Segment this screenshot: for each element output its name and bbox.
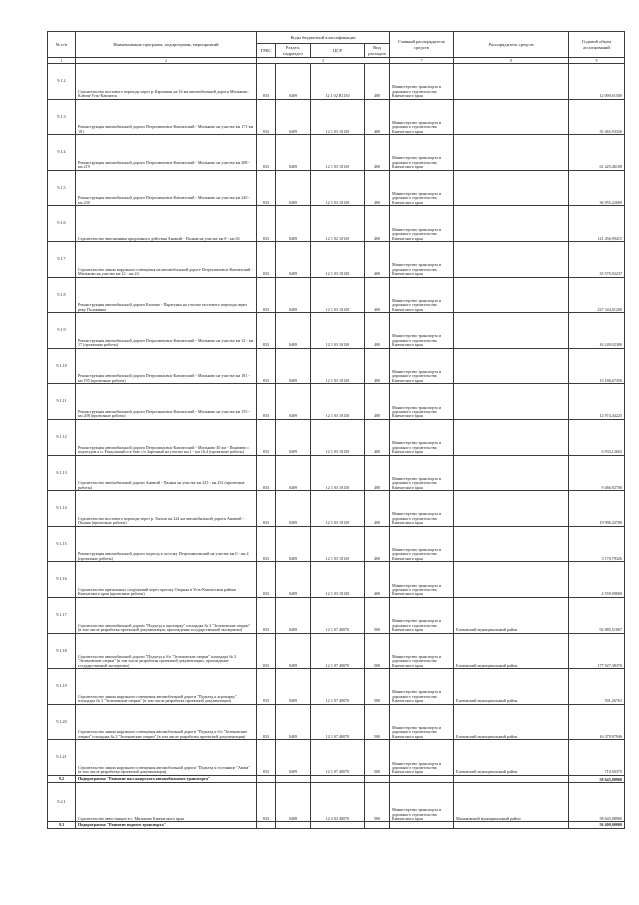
table-row — [48, 135, 625, 171]
row-razdel: 0409 — [276, 669, 311, 705]
row-title: Строительство линии наружного освещения на автомобильной дороге Петропавловск-Камчатский - Мильково на участке км 12 - км 24 — [76, 241, 257, 277]
row-recipient — [454, 348, 569, 384]
row-number: 9.1.20 — [48, 704, 76, 740]
table-row — [48, 348, 625, 384]
row-grbs: 833 — [257, 783, 276, 822]
row-main-admin: Министерство транспорта и дорожного строительства Камчатского края — [390, 669, 454, 705]
budget-table-page — [47, 31, 624, 829]
subprogram-title: Подпрограмма "Развитие пассажирского автомобильного транспорта" — [76, 775, 257, 783]
row-grbs: 833 — [257, 491, 276, 527]
header-name: Наименование программ, подпрограмм, мероприятий — [76, 32, 257, 58]
subprogram-title: Подпрограмма "Развитие водного транспорта" — [76, 822, 257, 829]
row-number: 9.1.8 — [48, 277, 76, 313]
table-row — [48, 170, 625, 206]
table-row — [48, 206, 625, 242]
header-grbs: ГРБС — [257, 44, 276, 58]
col-index: 3 — [257, 58, 390, 64]
row-grbs: 833 — [257, 455, 276, 491]
row-main-admin: Министерство транспорта и дорожного строительства Камчатского края — [390, 455, 454, 491]
table-header — [48, 32, 625, 64]
row-amount: 16 379,97946 — [569, 704, 625, 740]
header-amount: Годовой объем ассигнований — [569, 32, 625, 58]
budget-table — [47, 31, 625, 829]
row-title: Строительство автомобильной дороги "Подъезд к б/о "Зеленовские озерки" площадка № 3 "Зеленовские озерки" (в том числе разработка проектной документации, прохождение государственной экспертизы) — [76, 633, 257, 669]
table-tail — [48, 775, 625, 829]
row-recipient: Елизовский муниципальный район — [454, 669, 569, 705]
row-csr: 12 1 07 40070 — [311, 704, 365, 740]
row-title: Строительство автомобильной дороги "Подъезд к агропарку" площадка № 3 "Зеленовские озерки" (в том числе разработка проектной документации, прохождение государственной экспертизы) — [76, 597, 257, 633]
header-csr: ЦСР — [311, 44, 365, 58]
row-title: Строительство мостового перехода через р. Тигиль на 224 км автомобильной дороги Анавгай - Палана (проектные работы) — [76, 491, 257, 527]
row-vid: 500 — [365, 740, 390, 776]
row-razdel: 0409 — [276, 419, 311, 455]
row-recipient — [454, 206, 569, 242]
row-razdel: 0409 — [276, 206, 311, 242]
header-main-admin: Главный распорядитель средств — [390, 32, 454, 58]
row-csr: 12 1 07 40070 — [311, 669, 365, 705]
row-amount: 177 927,38370 — [569, 633, 625, 669]
row-csr: 12 1 02 В1150 — [311, 64, 365, 100]
table-row — [48, 384, 625, 420]
table-row — [48, 419, 625, 455]
row-grbs: 833 — [257, 633, 276, 669]
row-csr: 12 1 03 10130 — [311, 313, 365, 349]
row-grbs: 833 — [257, 419, 276, 455]
row-grbs: 833 — [257, 313, 276, 349]
col-index: 1 — [48, 58, 76, 64]
table-row — [48, 64, 625, 100]
table-row — [48, 633, 625, 669]
row-number: 9.1.10 — [48, 348, 76, 384]
row-csr: 12 1 07 40070 — [311, 633, 365, 669]
row-recipient — [454, 419, 569, 455]
table-row — [48, 669, 625, 705]
row-main-admin: Министерство транспорта и дорожного строительства Камчатского края — [390, 740, 454, 776]
row-main-admin: Министерство транспорта и дорожного строительства Камчатского края — [390, 384, 454, 420]
row-recipient — [454, 64, 569, 100]
row-razdel: 0409 — [276, 740, 311, 776]
col-index: 2 — [76, 58, 257, 64]
table-row — [48, 704, 625, 740]
row-main-admin: Министерство транспорта и дорожного строительства Камчатского края — [390, 491, 454, 527]
table-row — [48, 277, 625, 313]
row-title: Строительство мостового перехода через р. Карташик на 16 км автомобильной дороги Мильково-Ключи-Усть-Камчатск — [76, 64, 257, 100]
col-index: 9 — [569, 58, 625, 64]
row-main-admin: Министерство транспорта и дорожного строительства Камчатского края — [390, 277, 454, 313]
row-csr: 12 1 03 10130 — [311, 384, 365, 420]
row-grbs: 833 — [257, 348, 276, 384]
row-amount: 227 344,01200 — [569, 277, 625, 313]
row-main-admin: Министерство транспорта и дорожного строительства Камчатского края — [390, 99, 454, 135]
row-vid: 500 — [365, 597, 390, 633]
row-razdel: 0409 — [276, 241, 311, 277]
row-recipient — [454, 562, 569, 598]
row-razdel: 0409 — [276, 597, 311, 633]
row-vid: 400 — [365, 562, 390, 598]
row-amount: 19 996,43700 — [569, 491, 625, 527]
row-vid: 500 — [365, 633, 390, 669]
row-csr: 12 1 03 10130 — [311, 99, 365, 135]
row-razdel: 0409 — [276, 562, 311, 598]
row-csr: 12 1 03 10130 — [311, 277, 365, 313]
row-vid: 400 — [365, 419, 390, 455]
header-num: № п/п — [48, 32, 76, 58]
row-amount: 12 000,61500 — [569, 64, 625, 100]
row-title: Реконструкция автомобильной дороги Петропавловск-Камчатский - Мильково на участке км 12 - км 17 (проектные работы) — [76, 313, 257, 349]
table-row — [48, 526, 625, 562]
row-number: 9.1.2 — [48, 64, 76, 100]
row-amount: 4 559,09000 — [569, 562, 625, 598]
row-vid: 400 — [365, 491, 390, 527]
row-grbs: 833 — [257, 597, 276, 633]
row-vid: 400 — [365, 313, 390, 349]
row-vid: 400 — [365, 99, 390, 135]
row-razdel: 0409 — [276, 277, 311, 313]
row-recipient: Елизовский муниципальный район — [454, 704, 569, 740]
row-number: 9.1.16 — [48, 562, 76, 598]
row-grbs: 833 — [257, 562, 276, 598]
row-main-admin: Министерство транспорта и дорожного строительства Камчатского края — [390, 64, 454, 100]
row-number: 9.1.9 — [48, 313, 76, 349]
row-amount: 92 885,51067 — [569, 597, 625, 633]
row-main-admin: Министерство транспорта и дорожного строительства Камчатского края — [390, 526, 454, 562]
row-csr: 12 1 03 10130 — [311, 491, 365, 527]
row-razdel: 0409 — [276, 491, 311, 527]
row-title: Строительство линии наружного освещения автомобильной дороги "Подъезд к б/о "Зеленовские озерки" площадка № 3 "Зеленовские озерки" (в том числе разработка проектной документации) — [76, 704, 257, 740]
subprogram-amount: 56 400,00000 — [569, 822, 625, 829]
row-main-admin: Министерство транспорта и дорожного строительства Камчатского края — [390, 348, 454, 384]
table-row — [48, 455, 625, 491]
row-vid: 400 — [365, 526, 390, 562]
row-recipient — [454, 455, 569, 491]
row-main-admin: Министерство транспорта и дорожного строительства Камчатского края — [390, 597, 454, 633]
table-row — [48, 491, 625, 527]
row-vid: 500 — [365, 704, 390, 740]
row-recipient: Елизовский муниципальный район — [454, 740, 569, 776]
row-grbs: 833 — [257, 170, 276, 206]
row-razdel: 0409 — [276, 348, 311, 384]
row-recipient — [454, 526, 569, 562]
row-recipient — [454, 170, 569, 206]
row-amount: 16 249,92300 — [569, 313, 625, 349]
row-vid: 400 — [365, 277, 390, 313]
row-razdel: 0409 — [276, 633, 311, 669]
row-title: Строительство линии наружного освещения автомобильной дороги "Подъезд к гостинице "Авача" (в том числе разработка проектной документации) — [76, 740, 257, 776]
row-amount: 58 645,08900 — [569, 783, 625, 822]
row-grbs: 833 — [257, 206, 276, 242]
row-title: Строительство причальных сооружений через протоку Озерная в Усть-Камчатском районе Камчатского края (проектные работы) — [76, 562, 257, 598]
row-grbs: 833 — [257, 241, 276, 277]
subprogram-number: 9.3 — [48, 822, 76, 829]
table-row — [48, 783, 625, 822]
row-amount: 9 466,92700 — [569, 455, 625, 491]
table-row — [48, 241, 625, 277]
row-razdel: 0409 — [276, 64, 311, 100]
header-codes-group: Коды бюджетной классификации — [257, 32, 390, 44]
row-recipient: Елизовский муниципальный район — [454, 597, 569, 633]
row-grbs: 833 — [257, 99, 276, 135]
row-main-admin: Министерство транспорта и дорожного строительства Камчатского края — [390, 135, 454, 171]
row-recipient: Елизовский муниципальный район — [454, 633, 569, 669]
row-main-admin: Министерство транспорта и дорожного строительства Камчатского края — [390, 241, 454, 277]
table-body — [48, 64, 625, 776]
row-razdel: 0409 — [276, 170, 311, 206]
header-recipient: Распорядитель средств — [454, 32, 569, 58]
row-csr: 12 1 03 10130 — [311, 455, 365, 491]
row-number: 9.1.14 — [48, 491, 76, 527]
row-grbs: 833 — [257, 64, 276, 100]
row-main-admin: Министерство транспорта и дорожного строительства Камчатского края — [390, 633, 454, 669]
row-csr: 12 1 03 10130 — [311, 135, 365, 171]
row-amount: 13 186,67350 — [569, 348, 625, 384]
row-amount: 710,50375 — [569, 740, 625, 776]
row-main-admin: Министерство транспорта и дорожного строительства Камчатского края — [390, 783, 454, 822]
col-index: 7 — [390, 58, 454, 64]
row-csr: 12 1 03 10130 — [311, 170, 365, 206]
row-vid: 400 — [365, 135, 390, 171]
row-grbs: 833 — [257, 526, 276, 562]
row-main-admin: Министерство транспорта и дорожного строительства Камчатского края — [390, 419, 454, 455]
row-recipient — [454, 384, 569, 420]
row-number: 9.1.21 — [48, 740, 76, 776]
row-title: Реконструкция автомобильной дороги Петропавловск-Камчатский - Мильково на участке км 171-км 181 — [76, 99, 257, 135]
row-main-admin: Министерство транспорта и дорожного строительства Камчатского края — [390, 562, 454, 598]
row-csr: 12 1 03 10130 — [311, 419, 365, 455]
row-razdel: 0409 — [276, 526, 311, 562]
row-number: 9.1.11 — [48, 384, 76, 420]
row-csr: 12 1 03 10130 — [311, 562, 365, 598]
subprogram-amount: 58 645,08900 — [569, 775, 625, 783]
row-vid: 400 — [365, 384, 390, 420]
row-vid: 500 — [365, 783, 390, 822]
row-title: Реконструкция автомобильной дороги Елизово - Паратунка на участке мостового перехода через реку Половинка — [76, 277, 257, 313]
header-razdel: Раздел, подраздел — [276, 44, 311, 58]
row-vid: 400 — [365, 241, 390, 277]
row-vid: 400 — [365, 455, 390, 491]
row-razdel: 0409 — [276, 704, 311, 740]
row-csr: 12 2 03 40070 — [311, 783, 365, 822]
row-main-admin: Министерство транспорта и дорожного строительства Камчатского края — [390, 206, 454, 242]
header-vid: Вид расходов — [365, 44, 390, 58]
row-title: Реконструкция автомобильной дороги Петропавловск-Камчатский - Мильково на участке км 220 - км 230 — [76, 170, 257, 206]
row-csr: 12 1 03 10130 — [311, 526, 365, 562]
row-main-admin: Министерство транспорта и дорожного строительства Камчатского края — [390, 170, 454, 206]
row-razdel: 0409 — [276, 313, 311, 349]
col-index: 8 — [454, 58, 569, 64]
row-grbs: 833 — [257, 669, 276, 705]
row-number: 9.1.17 — [48, 597, 76, 633]
row-title: Строительство автостанции в с. Мильково Камчатского края — [76, 783, 257, 822]
row-amount: 61 425,46108 — [569, 135, 625, 171]
row-recipient — [454, 277, 569, 313]
row-title: Реконструкция автомобильной дороги Петропавловск-Камчатский - Мильково на участке км 208 - км 219 — [76, 135, 257, 171]
row-recipient — [454, 99, 569, 135]
row-title: Строительство линии наружного освещения автомобильной дороги "Подъезд к агропарку" площадка № 3 "Зеленовские озерки" (в том числе разработка проектной документации) — [76, 669, 257, 705]
row-number: 9.1.5 — [48, 170, 76, 206]
row-csr: 12 1 07 40070 — [311, 740, 365, 776]
row-csr: 12 1 07 40070 — [311, 597, 365, 633]
row-number: 9.1.6 — [48, 206, 76, 242]
row-number: 9.1.3 — [48, 99, 76, 135]
row-razdel: 0409 — [276, 384, 311, 420]
row-razdel: 0409 — [276, 135, 311, 171]
row-grbs: 833 — [257, 704, 276, 740]
row-razdel: 0409 — [276, 455, 311, 491]
row-recipient: Мильковский муниципальный район — [454, 783, 569, 822]
row-recipient — [454, 313, 569, 349]
row-amount: 36 955,22609 — [569, 170, 625, 206]
row-number: 9.1.13 — [48, 455, 76, 491]
table-row — [48, 562, 625, 598]
row-csr: 12 1 03 10130 — [311, 348, 365, 384]
row-vid: 400 — [365, 348, 390, 384]
row-recipient — [454, 135, 569, 171]
row-title: Реконструкция автомобильной дороги Петропавловск-Камчатский - Мильково на участке км 155 - км 208 (проектные работы) — [76, 384, 257, 420]
row-grbs: 833 — [257, 277, 276, 313]
row-main-admin: Министерство транспорта и дорожного строительства Камчатского края — [390, 704, 454, 740]
row-vid: 500 — [365, 669, 390, 705]
subprogram-row — [48, 822, 625, 829]
row-title: Строительство автозимника продленного действия Анавгай - Палана на участке км 0 - км 36 — [76, 206, 257, 242]
row-recipient — [454, 491, 569, 527]
row-title: Реконструкция автомобильной дороги подъезд к поселку Петропавловский на участке км 0 - км 4 (проектные работы) — [76, 526, 257, 562]
row-razdel: 0409 — [276, 99, 311, 135]
row-number: 9.2.1 — [48, 783, 76, 822]
row-amount: 3 170,79326 — [569, 526, 625, 562]
row-main-admin: Министерство транспорта и дорожного строительства Камчатского края — [390, 313, 454, 349]
row-number: 9.1.19 — [48, 669, 76, 705]
row-number: 9.1.18 — [48, 633, 76, 669]
row-amount: 501,26761 — [569, 669, 625, 705]
row-amount: 35 570,02237 — [569, 241, 625, 277]
row-amount: 35 465,93326 — [569, 99, 625, 135]
row-recipient — [454, 241, 569, 277]
row-csr: 12 1 03 10130 — [311, 241, 365, 277]
row-number: 9.1.7 — [48, 241, 76, 277]
row-amount: 12 974,44225 — [569, 384, 625, 420]
row-number: 9.1.15 — [48, 526, 76, 562]
row-title: Реконструкция автомобильной дороги Петропавловск-Камчатский - Мильково 40 км - Пиначево с подъездом к п. Раздольный и к базе с/х Заречный на участке км 1 - км 16,4 (проектные работы) — [76, 419, 257, 455]
row-vid: 400 — [365, 64, 390, 100]
row-csr: 12 1 02 10130 — [311, 206, 365, 242]
row-number: 9.1.4 — [48, 135, 76, 171]
row-grbs: 833 — [257, 384, 276, 420]
row-razdel: 0408 — [276, 783, 311, 822]
subprogram-row — [48, 775, 625, 783]
row-vid: 400 — [365, 206, 390, 242]
row-grbs: 833 — [257, 740, 276, 776]
row-amount: 121 456,99415 — [569, 206, 625, 242]
row-amount: 6 933,12602 — [569, 419, 625, 455]
table-row — [48, 99, 625, 135]
row-vid: 400 — [365, 170, 390, 206]
table-row — [48, 740, 625, 776]
row-number: 9.1.12 — [48, 419, 76, 455]
table-row — [48, 597, 625, 633]
row-title: Строительство автомобильной дороги Анавгай - Палана на участке км 225 - км 231 (проектные работы) — [76, 455, 257, 491]
row-title: Реконструкция автомобильной дороги Петропавловск-Камчатский - Мильково на участке км 181 - км 195 (проектные работы) — [76, 348, 257, 384]
row-grbs: 833 — [257, 135, 276, 171]
subprogram-number: 9.2 — [48, 775, 76, 783]
table-row — [48, 313, 625, 349]
